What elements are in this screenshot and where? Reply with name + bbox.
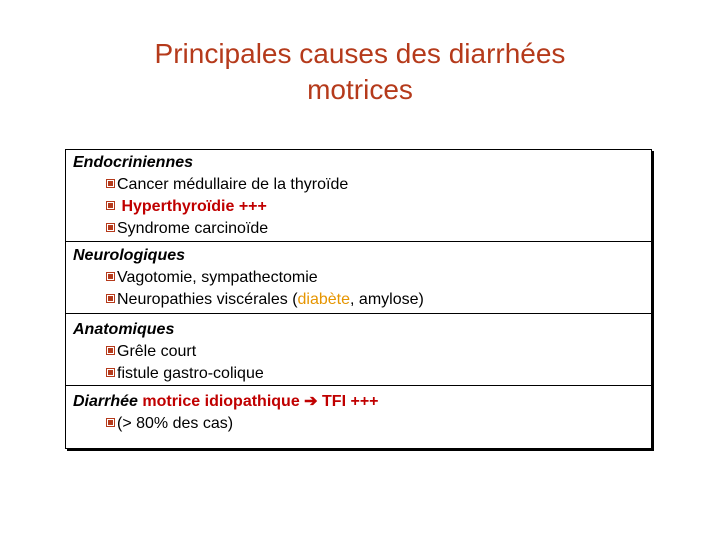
section-heading: Anatomiques xyxy=(73,321,175,338)
causes-table xyxy=(65,149,652,449)
list-item: Syndrome carcinoïde xyxy=(106,218,268,240)
square-bullet-icon xyxy=(106,418,115,427)
square-bullet-icon xyxy=(106,179,115,188)
square-bullet-icon xyxy=(106,294,115,303)
section-endocriniennes xyxy=(66,150,651,242)
list-item: Vagotomie, sympathectomie xyxy=(106,267,318,289)
list-item: Grêle court xyxy=(106,341,196,363)
section-heading: Endocriniennes xyxy=(73,154,194,171)
slide-title xyxy=(60,36,660,108)
square-bullet-icon xyxy=(106,368,115,377)
title-line-1: Principales causes des diarrhées xyxy=(154,38,566,69)
title-line-2: motrices xyxy=(307,74,413,105)
section-heading: Diarrhée motrice idiopathique ➔ TFI +++ xyxy=(73,393,379,410)
list-item: (> 80% des cas) xyxy=(106,413,233,435)
section-neurologiques xyxy=(66,242,651,314)
square-bullet-icon xyxy=(106,346,115,355)
list-item: fistule gastro-colique xyxy=(106,363,264,385)
list-item: Hyperthyroïdie +++ xyxy=(106,196,267,218)
section-heading: Neurologiques xyxy=(73,247,186,264)
section-diarrhee-motrice-idiopathique xyxy=(66,386,651,448)
highlighted-term: diabète xyxy=(297,291,351,308)
right-arrow-icon: ➔ xyxy=(304,393,318,410)
section-anatomiques xyxy=(66,314,651,386)
list-item: Neuropathies viscérales (diabète, amylose) xyxy=(106,289,424,311)
square-bullet-icon xyxy=(106,223,115,232)
square-bullet-icon xyxy=(106,272,115,281)
square-bullet-icon xyxy=(106,201,115,210)
list-item: Cancer médullaire de la thyroïde xyxy=(106,174,348,196)
